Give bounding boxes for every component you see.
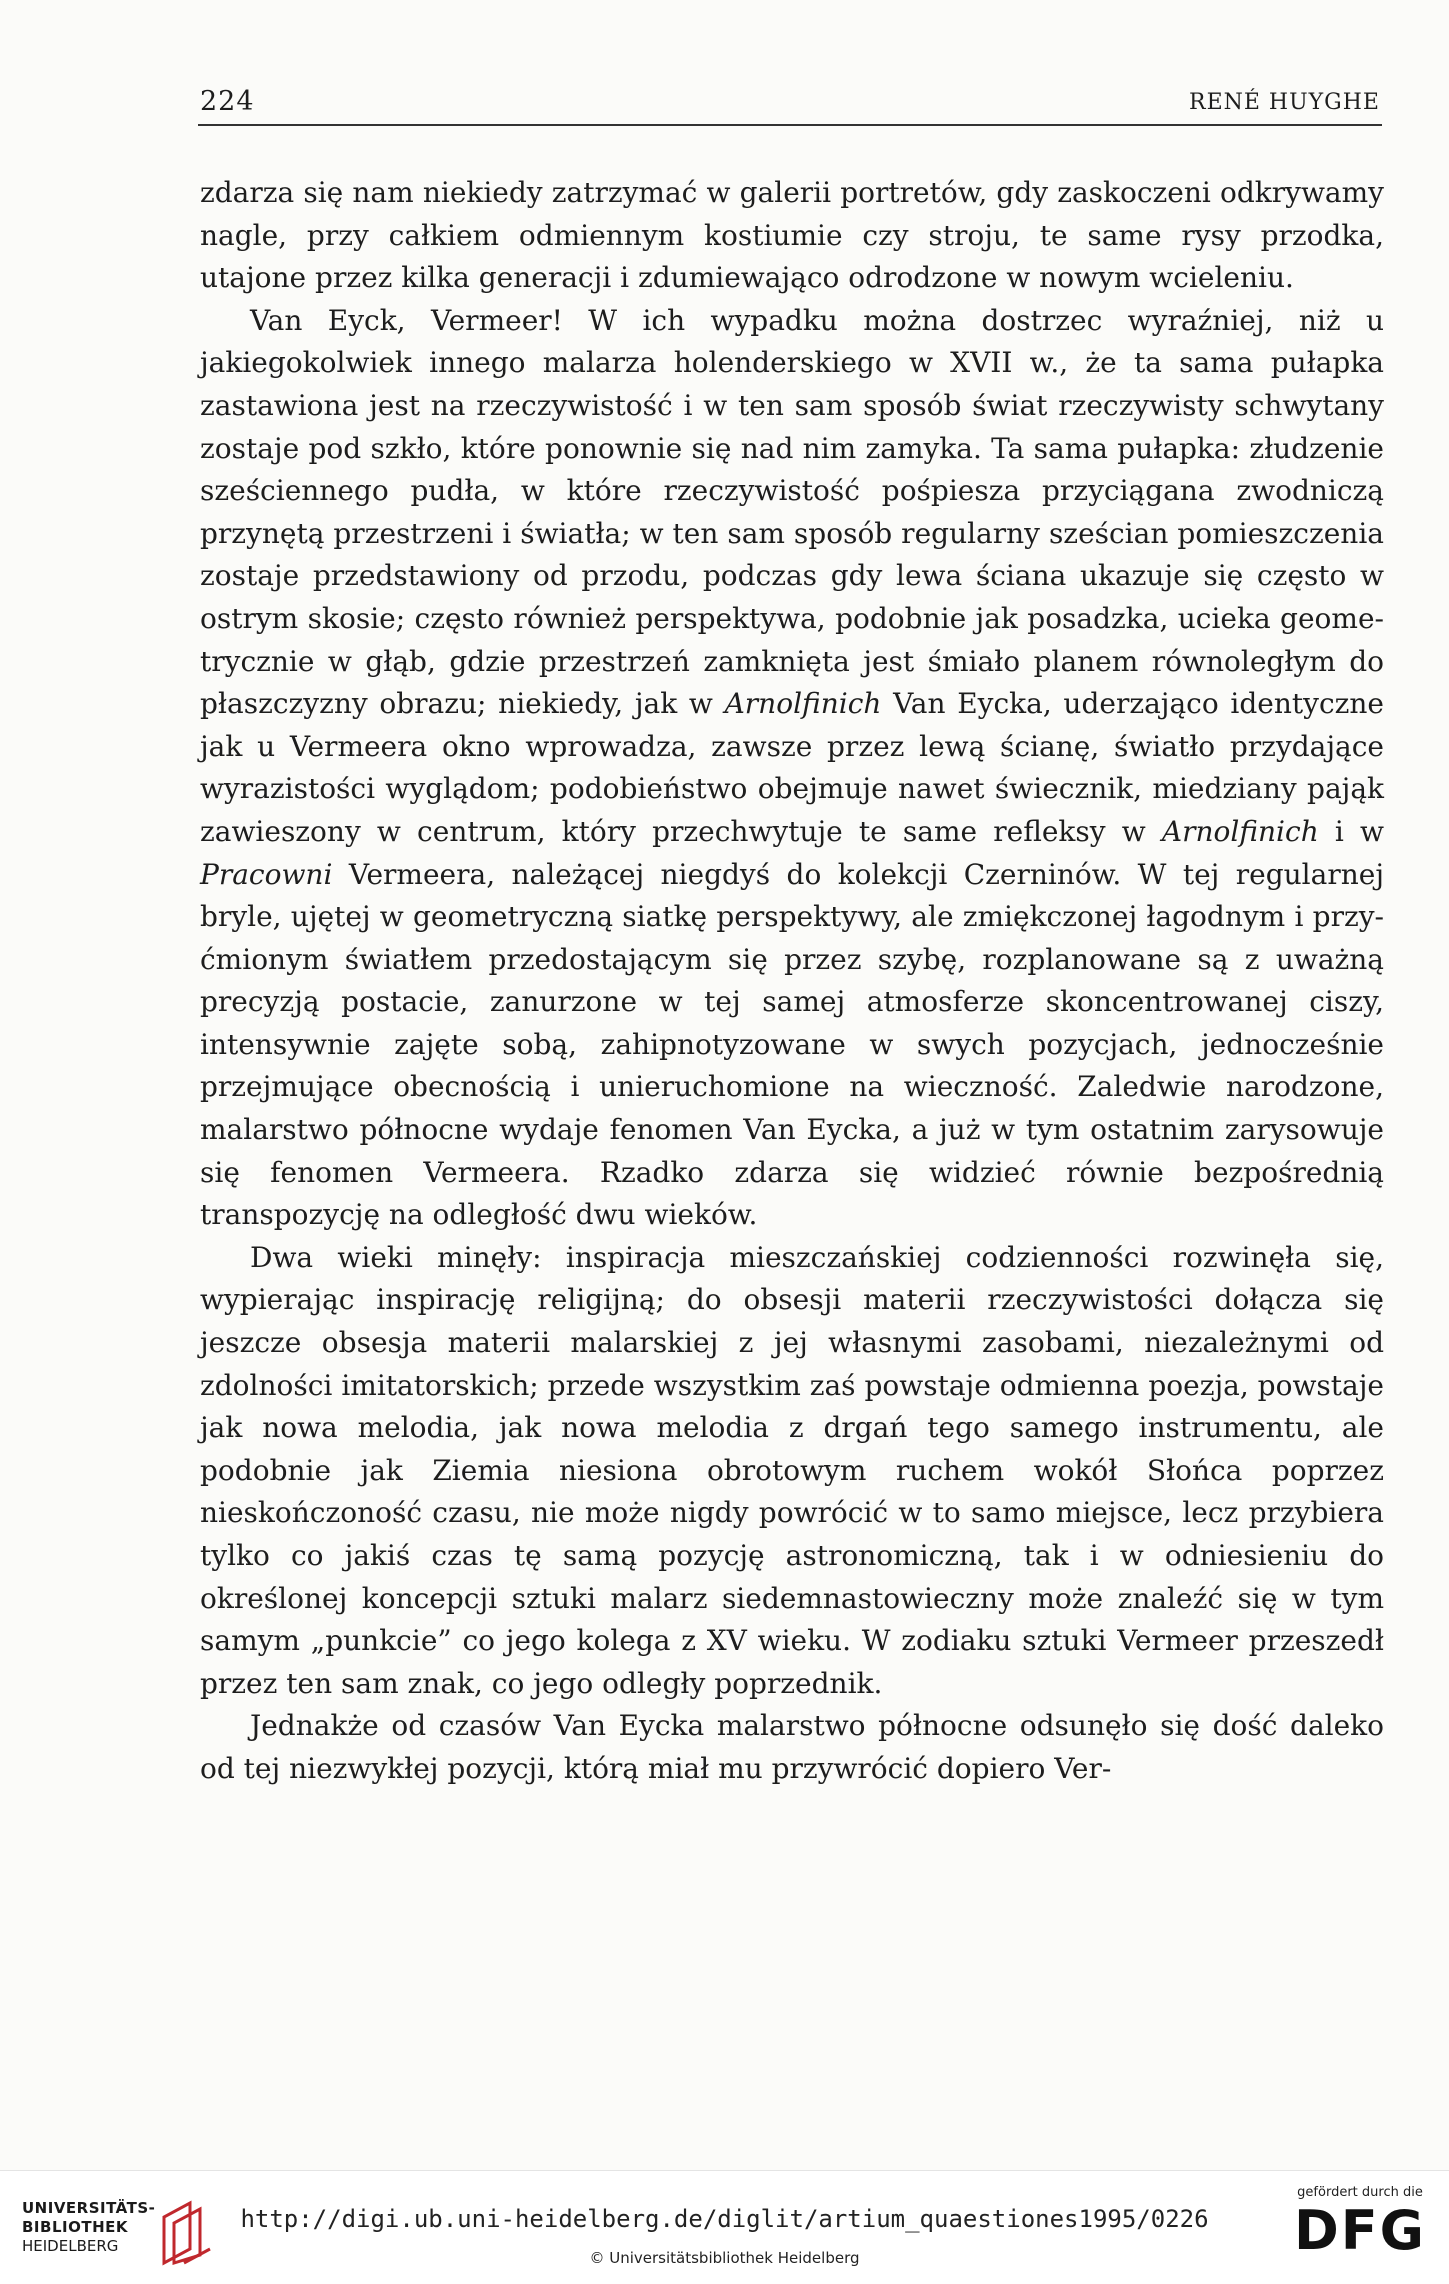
italic-title: Arnolfinich: [724, 687, 882, 721]
text-run: Van Eyck, Vermeer! W ich wypadku można dostrzec wyraźniej, niż u jakiegokolwiek innego malarza holenderskiego w XVII w., że ta sama pułapka zastawiona jest na rzeczywistość i w ten sam sposób świat rzeczywisty schwytany zostaje pod szkło, które ponownie się nad nim zamyka. Ta sama pułapka: złudzenie sześciennego pudła, w które rzeczywistość pośpiesza przyciągana zwodniczą przynętą przestrzeni i światła; w ten sam sposób regularny sześcian pomieszczenia zostaje przedstawiony od przodu, podczas gdy lewa ściana ukazuje się często w ostrym skosie; często również perspektywa, podobnie jak posadzka, ucieka geometrycznie w głąb, gdzie przestrzeń zamknięta jest śmiało planem równoległym do płaszczyzny obrazu; niekiedy, jak w: [200, 303, 1384, 721]
text-run: Jednakże od czasów Van Eycka malarstwo północne odsunęło się dość daleko od tej niezwykłej pozycji, którą miał mu przywrócić dopiero Ver-: [200, 1709, 1384, 1785]
text-run: i w: [1318, 814, 1384, 848]
paragraph: [200, 300, 1384, 1237]
library-name-line3: HEIDELBERG: [22, 2237, 119, 2255]
italic-title: Pracowni: [200, 857, 333, 891]
body-text: [200, 172, 1384, 1791]
paragraph: [200, 1705, 1384, 1790]
permalink-url[interactable]: http://digi.ub.uni-heidelberg.de/diglit/artium_quaestiones1995/0226: [240, 2205, 1209, 2233]
library-name-line1: UNIVERSITÄTS-: [22, 2199, 156, 2217]
dfg-wordmark: DFG: [1293, 2199, 1427, 2262]
italic-title: Arnolfinich: [1161, 814, 1319, 848]
running-head: RENÉ HUYGHE: [1189, 90, 1380, 115]
page-number: 224: [200, 86, 255, 117]
viewer-footer: [0, 2170, 1449, 2284]
copyright-notice: © Universitätsbibliothek Heidelberg: [589, 2249, 860, 2267]
paragraph: [200, 172, 1384, 300]
funding-note: gefördert durch die: [1297, 2185, 1423, 2200]
text-run: Vermeera, należącej niegdyś do kolekcji Czerninów. W tej regularnej bryle, ujętej w geometryczną siatkę perspektywy, ale zmiękczonej łagodnym i przyćmionym światłem przedostającym się przez szybę, rozplanowane są z uważną precyzją postacie, zanurzone w tej samej atmosferze skoncentrowanej ciszy, intensywnie zajęte sobą, zahipnotyzowane w swych pozycjach, jednocześnie przejmujące obecnością i unieruchomione na wieczność. Zaledwie narodzone, malarstwo północne wydaje fenomen Van Eycka, a już w tym ostatnim zarysowuje się fenomen Vermeera. Rzadko zdarza się widzieć równie bezpośrednią transpozycję na odległość dwu wieków.: [200, 857, 1384, 1232]
paragraph: [200, 1237, 1384, 1706]
page-header: [198, 86, 1382, 126]
text-run: zdarza się nam niekiedy zatrzymać w galerii portretów, gdy zaskoczeni odkrywamy nagle, przy całkiem odmiennym kostiumie czy stroju, te same rysy przodka, utajone przez kilka generacji i zdumiewająco odrodzone w nowym wcieleniu.: [200, 176, 1384, 295]
library-name-line2: BIBLIOTHEK: [22, 2218, 128, 2236]
text-run: Van Eycka, uderzająco identyczne jak u Vermeera okno wprowadza, zawsze przez lewą ścianę, światło przydające wyrazistości wyglądom; podobieństwo obejmuje nawet świecznik, miedziany pająk zawieszony w centrum, który przechwytuje te same refleksy w: [200, 687, 1384, 848]
dfg-logo[interactable]: [1290, 2185, 1430, 2275]
text-run: Dwa wieki minęły: inspiracja mieszczańskiej codzienności rozwinęła się, wypierając inspirację religijną; do obsesji materii rzeczywistości dołącza się jeszcze obsesja materii malarskiej z jej własnymi zasobami, niezależnymi od zdolności imitatorskich; przede wszystkim zaś powstaje odmienna poezja, powstaje jak nowa melodia, jak nowa melodia z drgań tego samego instrumentu, ale podobnie jak Ziemia niesiona obrotowym ruchem wokół Słońca poprzez nieskończoność czasu, nie może nigdy powrócić w to samo miejsce, lecz przybiera tylko co jakiś czas tę samą pozycję astronomiczną, tak i w odniesieniu do określonej koncepcji sztuki malarz siedemnastowieczny może znaleźć się w tym samym „punkcie” co jego kolega z XV wieku. W zodiaku sztuki Vermeer przeszedł przez ten sam znak, co jego odległy poprzednik.: [200, 1240, 1384, 1700]
